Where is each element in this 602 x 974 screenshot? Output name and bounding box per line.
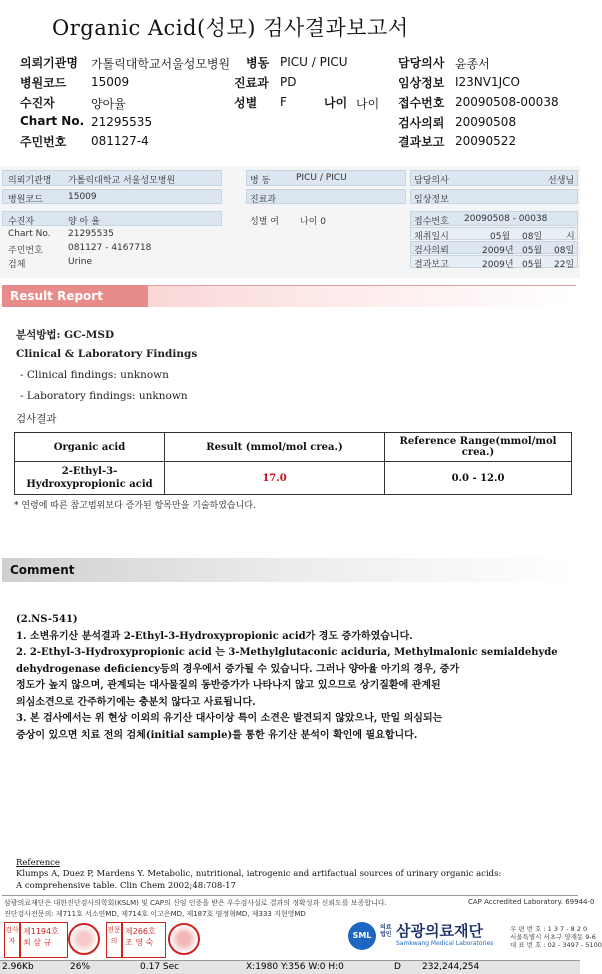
reference-title: Reference	[16, 858, 60, 868]
seal-1-stamp	[68, 923, 100, 955]
form-request-month: 05월	[522, 246, 543, 256]
form-request-year: 2009년	[482, 246, 514, 256]
header-receipt-label: 접수번호	[398, 96, 445, 110]
org-address-line: 서울특별시 서초구 양재동 9-6	[510, 933, 596, 941]
form-draw-month: 05월	[490, 232, 511, 242]
comment-line: 정도가 높지 않으며, 관계되는 대사물질의 동반증가가 나타나지 않고 있으므로 상기질환에 관계된	[16, 680, 441, 691]
form-receipt-value: 20090508 - 00038	[464, 214, 548, 224]
report-title: Organic Acid(성모) 검사결과보고서	[52, 16, 409, 40]
seal-2-name: 조 영 숙	[125, 938, 154, 947]
status-flag: D	[394, 962, 401, 972]
header-request-label: 검사의뢰	[398, 116, 445, 130]
seal-2-number: 제266호	[125, 927, 156, 936]
header-code-value: 15009	[91, 75, 130, 89]
reference-line: A comprehensive table. Clin Chem 2002;48:708-17	[16, 881, 236, 891]
seal-2-stamp	[168, 923, 200, 955]
form-report-day: 22일	[554, 260, 575, 270]
form-age-label: 나이 0	[300, 217, 326, 227]
header-id-label: 주민번호	[20, 135, 67, 149]
form-patient-label: 수진자	[8, 217, 35, 227]
form-draw-day: 08일	[522, 232, 543, 242]
status-time: 0.17 Sec	[140, 962, 180, 972]
clinical-findings: - Clinical findings: unknown	[20, 369, 169, 381]
form-sex-label: 성별 여	[250, 217, 279, 227]
form-clinical-label: 임상정보	[414, 195, 449, 205]
analysis-method: 분석방법: GC-MSD	[16, 329, 115, 341]
status-coords: X:1980 Y:356 W:0 H:0	[246, 962, 344, 972]
findings-title: Clinical & Laboratory Findings	[16, 348, 198, 360]
form-report-label: 결과보고	[414, 260, 449, 270]
result-report-title: Result Report	[10, 289, 103, 303]
result-note: * 연령에 따른 참고범위보다 증가된 항목만을 기술하였습니다.	[14, 501, 256, 511]
header-institution-label: 의뢰기관명	[20, 56, 78, 70]
form-dept-label: 진료과	[250, 195, 277, 205]
comment-banner	[2, 558, 576, 582]
form-id-value: 081127 - 4167718	[68, 243, 152, 253]
result-table	[14, 432, 572, 495]
header-sex-label: 성별	[234, 96, 258, 110]
org-address-line: 우 편 번 호 : 1 3 7 - 8 2 0	[510, 925, 588, 933]
header-sex-value: F	[280, 95, 287, 109]
form-chart-label: Chart No.	[8, 229, 51, 239]
status-zoom: 26%	[70, 962, 91, 972]
header-ward-label: 병동	[246, 56, 270, 70]
header-age-value: 나이	[356, 97, 380, 111]
laboratory-findings: - Laboratory findings: unknown	[20, 390, 188, 402]
header-patient-label: 수진자	[20, 96, 55, 110]
comment-line: 3. 본 검사에서는 위 현상 이외의 유기산 대사이상 특이 소견은 발견되지 않았으나, 만일 의심되는	[16, 713, 443, 724]
header-id-value: 081127-4	[91, 134, 149, 148]
header-report-value: 20090522	[455, 134, 517, 148]
form-draw-label: 채취일시	[414, 232, 449, 242]
org-address-line: 대 표 번 호 : 02 - 3497 - 5100	[510, 941, 602, 949]
table-header-row	[15, 433, 572, 462]
header-code-label: 병원코드	[20, 76, 67, 90]
organic-acid-cell: 2-Ethyl-3-Hydroxypropionic acid	[15, 462, 165, 495]
footer-divider	[2, 895, 578, 896]
org-name: 삼광의료재단	[396, 922, 483, 940]
header-receipt-value: 20090508-00038	[455, 95, 559, 109]
sml-logo-icon: SML	[348, 922, 376, 950]
form-request-label: 검사의뢰	[414, 246, 449, 256]
header-chart-value: 21295535	[91, 115, 153, 129]
form-patient-value: 양 아 율	[68, 217, 100, 227]
form-ward-value: PICU / PICU	[296, 173, 347, 183]
form-draw-hour: 시	[566, 232, 575, 242]
form-ward-label: 병 동	[250, 176, 271, 186]
form-request-day: 08일	[554, 246, 575, 256]
form-field-bg	[2, 211, 222, 226]
form-specimen-value: Urine	[68, 257, 93, 267]
table-header: Result (mmol/mol crea.)	[165, 433, 385, 462]
seal-1-number: 제1194호	[23, 927, 59, 936]
result-title: 검사결과	[16, 413, 57, 425]
table-header: Reference Range(mmol/mol crea.)	[385, 433, 572, 462]
viewer-status-bar	[0, 960, 580, 974]
header-report-label: 결과보고	[398, 135, 445, 149]
comment-body	[16, 612, 572, 744]
header-clinical-label: 임상정보	[398, 76, 445, 90]
status-rgb: 232,244,254	[422, 962, 480, 972]
comment-line: 증상이 있으면 치료 전의 검체(initial sample)를 통한 유기산 분석이 확인에 필요합니다.	[16, 729, 418, 741]
form-id-label: 주민번호	[8, 246, 43, 256]
comment-line: 2. 2-Ethyl-3-Hydroxypropionic acid 는 3-Methylglutaconic aciduria, Methylmalonic semialdehyde	[16, 647, 558, 658]
form-doctor-label: 담당의사	[414, 176, 449, 186]
form-inst-value: 가톨릭대학교 서울성모병원	[68, 176, 176, 186]
comment-line: 의심소견으로 간주하기에는 충분치 않다고 사료됩니다.	[16, 696, 256, 708]
seal-2-box	[122, 922, 166, 958]
header-doctor-value: 윤종서	[455, 57, 490, 71]
seal-2-side: 전문의	[106, 922, 122, 958]
form-specimen-label: 검체	[8, 260, 26, 270]
form-code-value: 15009	[68, 192, 97, 202]
header-ward-value: PICU / PICU	[280, 55, 348, 69]
table-row	[15, 462, 572, 495]
form-report-year: 2009년	[482, 260, 514, 270]
result-value-cell: 17.0	[165, 462, 385, 495]
comment-line: (2.NS-541)	[16, 614, 78, 625]
header-doctor-label: 담당의사	[398, 56, 445, 70]
footer-pathologists: 진단검사전문의: 제711호 서소연MD, 제714호 이고은MD, 제187호 염정혁MD, 제333 지현영MD	[4, 910, 306, 918]
header-chart-label: Chart No.	[20, 114, 85, 128]
header-dept-label: 진료과	[234, 76, 269, 90]
comment-line: dehydrogenase deficiency등의 경우에서 증가될 수 있습니다. 그러나 양아율 아기의 경우, 증가	[16, 663, 460, 675]
header-clinical-value: I23NV1JCO	[455, 75, 520, 89]
comment-title: Comment	[10, 563, 75, 577]
seal-1-box	[20, 922, 68, 958]
org-english: Samkwang Medical Laboratories	[396, 940, 494, 947]
seal-1-side: 검사자	[4, 922, 20, 958]
form-receipt-label: 접수번호	[414, 217, 449, 227]
form-doctor-value: 선생님	[548, 176, 575, 186]
seal-1-name: 최 삼 규	[23, 938, 52, 947]
form-code-label: 병원코드	[8, 195, 43, 205]
table-header: Organic acid	[15, 433, 165, 462]
comment-line: 1. 소변유기산 분석결과 2-Ethyl-3-Hydroxypropionic acid가 경도 증가하였습니다.	[16, 630, 413, 642]
form-chart-value: 21295535	[68, 229, 114, 239]
header-dept-value: PD	[280, 75, 297, 89]
header-age-label: 나이	[324, 96, 348, 110]
footer-cap: CAP Accredited Laboratory. 69944-0	[468, 898, 595, 906]
form-inst-label: 의뢰기관명	[8, 176, 52, 186]
header-institution-value: 가톨릭대학교서울성모병원	[91, 57, 231, 71]
reference-range-cell: 0.0 - 12.0	[385, 462, 572, 495]
header-request-value: 20090508	[455, 115, 517, 129]
header-patient-value: 양아율	[91, 97, 126, 111]
org-small: 의료 법인	[380, 924, 392, 938]
reference-line: Klumps A, Duez P, Mardens Y. Metabolic, nutritional, iatrogenic and artifactual sources of urinary organic acids:	[16, 869, 502, 879]
status-file-size: 2.96Kb	[2, 962, 34, 972]
form-report-month: 05월	[522, 260, 543, 270]
footer-accreditation: 삼광의료재단은 대한진단검사의학회(KSLM) 및 CAP의 신임 인증을 받은 우수검사실로 결과의 정확성과 신뢰도를 보증합니다.	[4, 899, 387, 907]
